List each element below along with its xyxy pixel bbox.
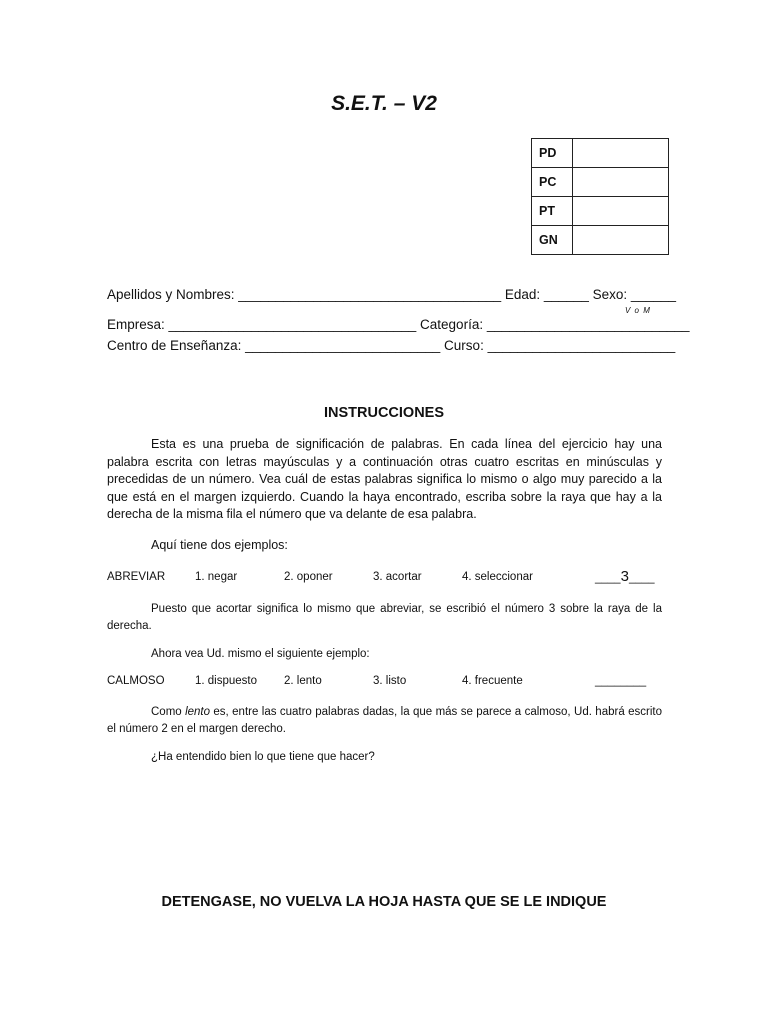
score-table	[531, 138, 669, 255]
explanation-2-rest: es, entre las cuatro palabras dadas, la que más se parece a calmoso, Ud. habrá escrito el número 2 en el margen derecho.	[107, 706, 662, 735]
example-option: 2. oponer	[284, 571, 333, 583]
table-row	[532, 139, 669, 168]
score-value	[573, 139, 669, 168]
example-answer	[595, 568, 655, 585]
example2-intro: Ahora vea Ud. mismo el siguiente ejemplo:	[151, 648, 370, 660]
score-value	[573, 226, 669, 255]
example-word: ABREVIAR	[107, 571, 166, 583]
example-option: 1. negar	[195, 571, 238, 583]
example-option: 4. seleccionar	[462, 571, 533, 583]
example-row-1	[107, 568, 667, 589]
table-row	[532, 226, 669, 255]
example-option: 4. frecuente	[462, 675, 523, 687]
score-value	[573, 168, 669, 197]
explanation-1: Puesto que acortar significa lo mismo que abreviar, se escribió el número 3 sobre la raya de la derecha.	[107, 603, 662, 632]
table-row	[532, 168, 669, 197]
example-option: 3. acortar	[373, 571, 422, 583]
answer-line-left: ____	[595, 572, 621, 584]
stop-notice: DETENGASE, NO VUELVA LA HOJA HASTA QUE SE LE INDIQUE	[161, 894, 607, 910]
page-title: S.E.T. – V2	[331, 92, 437, 115]
school-course-field: Centro de Enseñanza: __________________________ Curso: _________________________	[107, 338, 676, 353]
score-value	[573, 197, 669, 226]
example-answer-line: ________	[595, 675, 647, 687]
explanation-2	[107, 704, 662, 737]
example-option: 3. listo	[373, 675, 407, 687]
table-row	[532, 197, 669, 226]
explanation-2-prefix: Como	[151, 706, 186, 718]
examples-intro: Aquí tiene dos ejemplos:	[151, 538, 288, 552]
instructions-heading: INSTRUCCIONES	[323, 405, 445, 421]
score-label: GN	[532, 226, 573, 255]
example-row-2	[107, 675, 667, 693]
question: ¿Ha entendido bien lo que tiene que hacer?	[151, 751, 375, 763]
score-label: PD	[532, 139, 573, 168]
name-age-sex-field: Apellidos y Nombres: ___________________________________ Edad: ______ Sexo: ______	[107, 287, 676, 302]
explanation-2-emph: lento	[185, 706, 211, 718]
score-label: PC	[532, 168, 573, 197]
answer-line-right: ____	[628, 572, 655, 584]
example-word: CALMOSO	[107, 675, 165, 687]
example-option: 1. dispuesto	[195, 675, 258, 687]
sex-hint: V o M	[625, 306, 651, 315]
company-category-field: Empresa: _________________________________ Categoría: ___________________________	[107, 317, 690, 332]
example-option: 2. lento	[284, 675, 322, 687]
intro-paragraph: Esta es una prueba de significación de palabras. En cada línea del ejercicio hay una palabra escrita con letras mayúsculas y a continuación otras cuatro escritas en minúsculas y precedidas de un número. Vea cuál de estas palabras significa lo mismo o algo muy parecido a la que está en el margen izquierdo. Cuando la haya encontrado, escriba sobre la raya que hay a la derecha de la misma fila el número que va delante de esa palabra.	[107, 437, 662, 522]
handwritten-answer: 3	[620, 568, 629, 585]
score-label: PT	[532, 197, 573, 226]
